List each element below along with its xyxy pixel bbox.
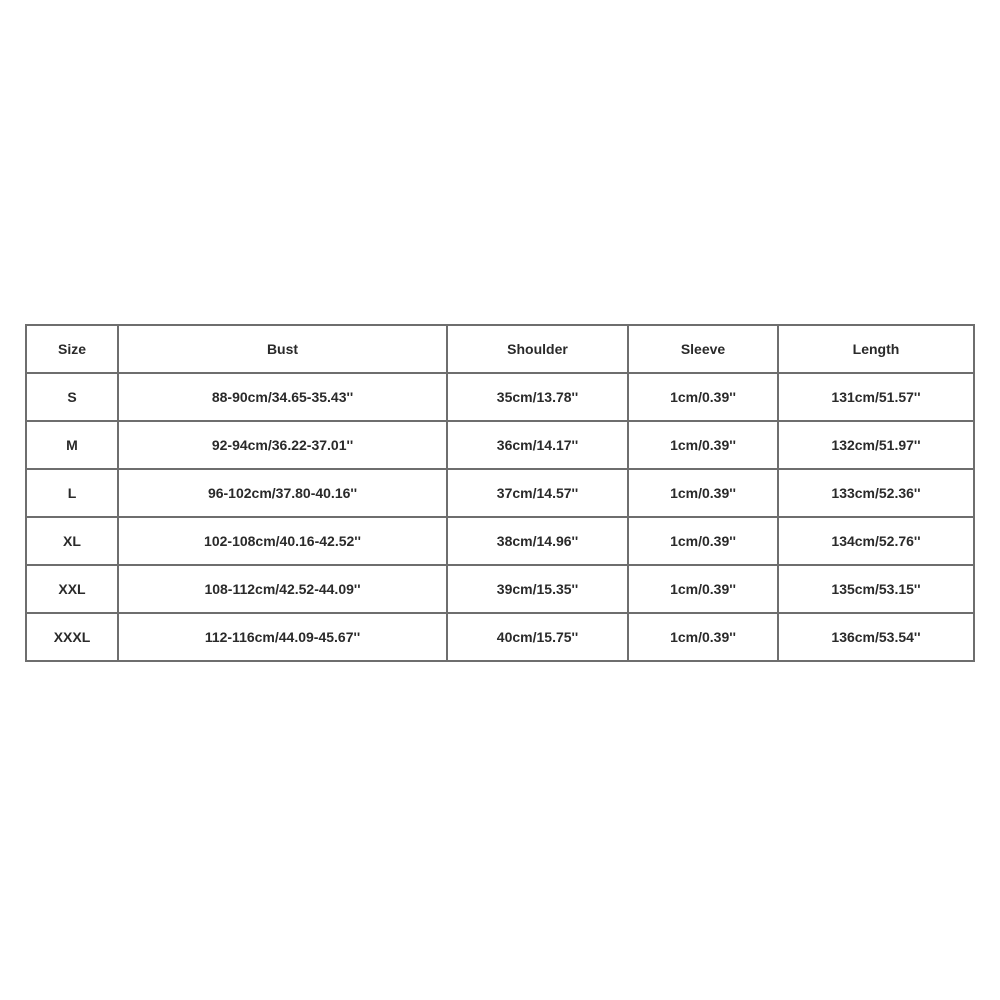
sleeve-cell: 1cm/0.39'' bbox=[628, 565, 778, 613]
header-row bbox=[26, 325, 974, 373]
shoulder-cell: 36cm/14.17'' bbox=[447, 421, 628, 469]
bust-cell: 112-116cm/44.09-45.67'' bbox=[118, 613, 447, 661]
length-cell: 131cm/51.57'' bbox=[778, 373, 974, 421]
table-row bbox=[26, 517, 974, 565]
length-cell: 132cm/51.97'' bbox=[778, 421, 974, 469]
size-chart-table bbox=[25, 324, 975, 662]
length-cell: 136cm/53.54'' bbox=[778, 613, 974, 661]
size-cell: XL bbox=[26, 517, 118, 565]
header-length: Length bbox=[778, 325, 974, 373]
length-cell: 134cm/52.76'' bbox=[778, 517, 974, 565]
sleeve-cell: 1cm/0.39'' bbox=[628, 373, 778, 421]
bust-cell: 108-112cm/42.52-44.09'' bbox=[118, 565, 447, 613]
size-cell: L bbox=[26, 469, 118, 517]
table-row bbox=[26, 565, 974, 613]
table-row bbox=[26, 373, 974, 421]
header-size: Size bbox=[26, 325, 118, 373]
bust-cell: 102-108cm/40.16-42.52'' bbox=[118, 517, 447, 565]
table-row bbox=[26, 613, 974, 661]
sleeve-cell: 1cm/0.39'' bbox=[628, 613, 778, 661]
shoulder-cell: 40cm/15.75'' bbox=[447, 613, 628, 661]
length-cell: 135cm/53.15'' bbox=[778, 565, 974, 613]
bust-cell: 96-102cm/37.80-40.16'' bbox=[118, 469, 447, 517]
size-cell: S bbox=[26, 373, 118, 421]
header-shoulder: Shoulder bbox=[447, 325, 628, 373]
bust-cell: 92-94cm/36.22-37.01'' bbox=[118, 421, 447, 469]
sleeve-cell: 1cm/0.39'' bbox=[628, 469, 778, 517]
bust-cell: 88-90cm/34.65-35.43'' bbox=[118, 373, 447, 421]
size-cell: XXL bbox=[26, 565, 118, 613]
table-row bbox=[26, 469, 974, 517]
size-cell: XXXL bbox=[26, 613, 118, 661]
shoulder-cell: 38cm/14.96'' bbox=[447, 517, 628, 565]
header-bust: Bust bbox=[118, 325, 447, 373]
length-cell: 133cm/52.36'' bbox=[778, 469, 974, 517]
shoulder-cell: 37cm/14.57'' bbox=[447, 469, 628, 517]
header-sleeve: Sleeve bbox=[628, 325, 778, 373]
table-row bbox=[26, 421, 974, 469]
sleeve-cell: 1cm/0.39'' bbox=[628, 517, 778, 565]
sleeve-cell: 1cm/0.39'' bbox=[628, 421, 778, 469]
shoulder-cell: 35cm/13.78'' bbox=[447, 373, 628, 421]
shoulder-cell: 39cm/15.35'' bbox=[447, 565, 628, 613]
size-cell: M bbox=[26, 421, 118, 469]
